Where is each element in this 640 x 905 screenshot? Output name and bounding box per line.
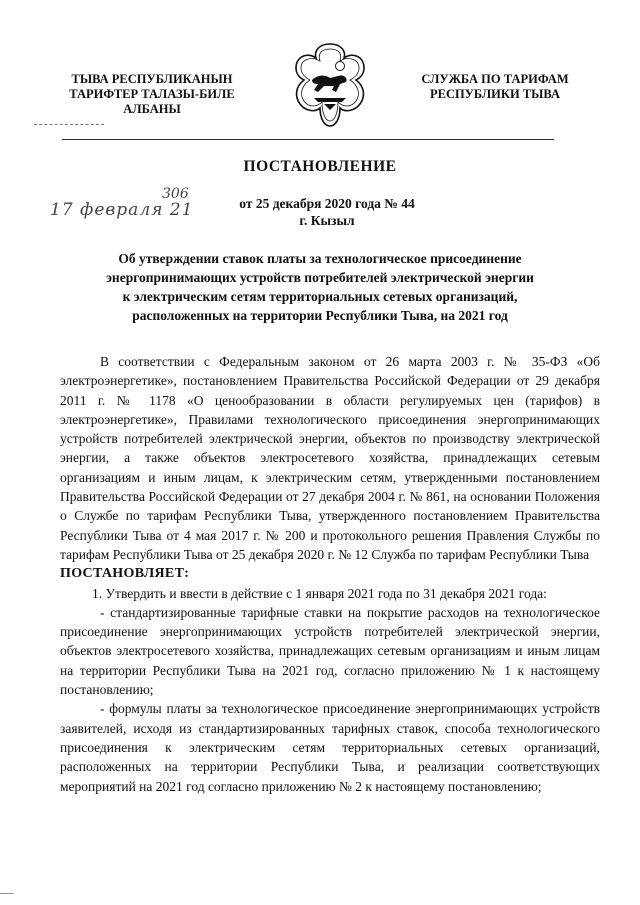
resolves-heading: ПОСТАНОВЛЯЕТ: <box>60 566 190 582</box>
header-left-line: ТАРИФТЕР ТАЛАЗЫ-БИЛЕ <box>69 87 235 101</box>
subject-line: энергопринимающих устройств потребителей электрической энергии <box>106 270 534 285</box>
handwritten-number: 306 <box>162 186 189 202</box>
bullet-2-paragraph: - формулы платы за технологическое присоединение энергопринимающих устройств заявителей, исходя из стандартизированных тарифных ставок, способа технологического присоединения к электрическим сетям территориальных сетевых организаций, расположенных на территории Республики Тыва, и реализации соответствующих мероприятий на 2021 год согласно приложению № 2 к настоящему постановлению; <box>60 701 600 794</box>
document-date-number: от 25 декабря 2020 года № 44 <box>239 196 415 211</box>
preamble-paragraph: В соответствии с Федеральным законом от 26 марта 2003 г. № 35-ФЗ «Об электроэнергетике», постановлением Правительства Российской Федерации от 29 декабря 2011 г. № 1178 «О ценообразовании в области регулируемых цен (тарифов) в электроэнергетике», Правилами технологического присоединения энергопринимающих устройств потребителей электрической энергии, объектов по производству электрической энергии, а также объектов электросетевого хозяйства, принадлежащих сетевым организациям и иным лицам, к электрическим сетям, утвержденными постановлением Правительства Российской Федерации от 27 декабря 2004 г. № 861, на основании Положения о Службе по тарифам Республики Тыва, утвержденного постановлением Правительства Республики Тыва от 4 мая 2017 г. № 200 и протокольного решения Правления Службы по тарифам Республики Тыва от 25 декабря 2020 г. № 12 Служба по тарифам Республики Тыва <box>60 354 600 562</box>
header-left-line: ТЫВА РЕСПУБЛИКАНЫН <box>71 72 233 86</box>
document-body <box>60 352 600 796</box>
handwritten-registration <box>50 186 240 232</box>
header-right-line: СЛУЖБА ПО ТАРИФАМ <box>421 72 569 86</box>
header-left-line: АЛБАНЫ <box>123 102 181 116</box>
handwritten-date: 17 февраля 21 <box>50 200 194 220</box>
document-date-block <box>232 195 422 229</box>
emblem-icon <box>290 40 370 130</box>
item-1-paragraph: 1. Утвердить и ввести в действие с 1 января 2021 года по 31 декабря 2021 года: <box>92 585 547 601</box>
document-type-title: ПОСТАНОВЛЕНИЕ <box>243 158 397 175</box>
subject-line: Об утверждении ставок платы за технологическое присоединение <box>118 251 522 266</box>
subject-line: расположенных на территории Республики Тыва, на 2021 год <box>132 308 508 323</box>
scan-artifact <box>0 893 14 894</box>
header-right-line: РЕСПУБЛИКИ ТЫВА <box>430 87 560 101</box>
scan-artifact <box>34 124 104 125</box>
header-divider <box>62 139 554 140</box>
document-subject <box>60 249 580 325</box>
subject-line: к электрическим сетям территориальных сетевых организаций, <box>122 289 518 304</box>
bullet-1-paragraph: - стандартизированные тарифные ставки на покрытие расходов на технологическое присоединение энергопринимающих устройств потребителей электрической энергии, объектов электросетевого хозяйства, принадлежащих сетевым организациям и иным лицам на территории Республики Тыва на 2021 год, согласно приложению № 1 к настоящему постановлению; <box>60 604 600 698</box>
header-right-org <box>400 72 590 102</box>
header-left-org <box>52 72 252 117</box>
document-city: г. Кызыл <box>299 213 355 228</box>
